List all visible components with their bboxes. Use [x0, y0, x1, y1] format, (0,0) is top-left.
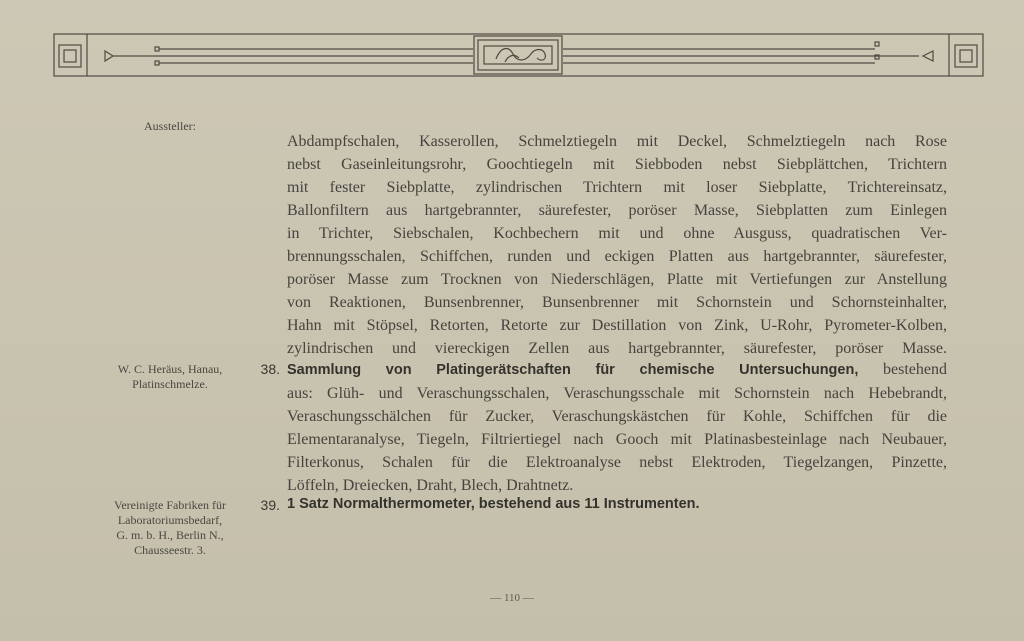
text-line: aus: Glüh- und Veraschungsschalen, Veraschungsschale mit Schornstein nach Hebebrandt,: [287, 385, 947, 402]
text-line: mit fester Siebplatte, zylindrischen Trichtern mit loser Siebplatte, Trichtereinsatz,: [287, 179, 947, 196]
ornamental-header-border: [53, 32, 985, 78]
entry-title: 1 Satz Normalthermometer, bestehend aus 11 Instrumenten.: [287, 496, 700, 512]
text-line: Elementaranalyse, Tiegeln, Filtriertiegel nach Gooch mit Platinasbesteinlage nach Neubauer,: [287, 431, 947, 448]
text-line: Abdampfschalen, Kasserollen, Schmelztiegeln mit Deckel, Schmelztiegeln nach Rose: [287, 133, 947, 150]
entry-continuation-text: [287, 130, 947, 360]
text-line: Ballonfiltern aus hartgebrannter, säurefester, poröser Masse, Siebplatten zum Einlegen: [287, 202, 947, 219]
entry-38-text: [287, 358, 947, 497]
exhibitor-line: G. m. b. H., Berlin N.,: [116, 528, 224, 542]
text-line: brennungsschalen, Schiffchen, runden und eckigen Platten aus hartgebrannter, säurefester,: [287, 248, 947, 265]
entry-number-38: 38.: [260, 361, 280, 377]
text-line: Hahn mit Stöpsel, Retorten, Retorte zur Destillation von Zink, U-Rohr, Pyrometer-Kolben,: [287, 317, 947, 334]
entry-title-line: [287, 358, 947, 382]
exhibitor-line: W. C. Heräus, Hanau,: [117, 362, 223, 376]
entry-title-rest: bestehend: [883, 361, 948, 378]
exhibitor-header-label: Aussteller:: [144, 119, 196, 133]
exhibitor-line: Laboratoriumsbedarf,: [117, 513, 223, 527]
exhibitor-line: Vereinigte Fabriken für: [114, 498, 226, 512]
text-line: in Trichter, Siebschalen, Kochbechern mit und ohne Ausguss, quadratischen Ver-: [287, 225, 947, 242]
text-line: poröser Masse zum Trocknen von Niederschlägen, Platte mit Vertiefungen zur Anstellung: [287, 271, 947, 288]
text-line: von Reaktionen, Bunsenbrenner, Bunsenbrenner mit Schornstein und Schornsteinhalter,: [287, 294, 947, 311]
entry-39-text: [287, 493, 947, 516]
exhibitor-entry-38: [80, 362, 260, 392]
text-line: Löffeln, Dreiecken, Draht, Blech, Drahtnetz.: [287, 477, 574, 494]
text-line: Filterkonus, Schalen für die Elektroanalyse nebst Elektroden, Tiegelzangen, Pinzette,: [287, 454, 947, 471]
entry-number-39: 39.: [260, 497, 280, 513]
page-number: — 110 —: [490, 592, 534, 604]
text-line: Veraschungsschälchen für Zucker, Veraschungskästchen für Kohle, Schiffchen für die: [287, 408, 947, 425]
entry-title: Sammlung von Platingerätschaften für chemische Untersuchungen,: [287, 362, 859, 378]
exhibitor-line: Chausseestr. 3.: [134, 543, 206, 557]
text-line: zylindrischen und viereckigen Zellen aus hartgebrannter, säurefester, poröser Masse.: [287, 340, 947, 357]
exhibitor-entry-39: [80, 498, 260, 558]
exhibitor-line: Platinschmelze.: [132, 377, 208, 391]
text-line: nebst Gaseinleitungsrohr, Goochtiegeln mit Siebboden nebst Siebplättchen, Trichtern: [287, 156, 947, 173]
